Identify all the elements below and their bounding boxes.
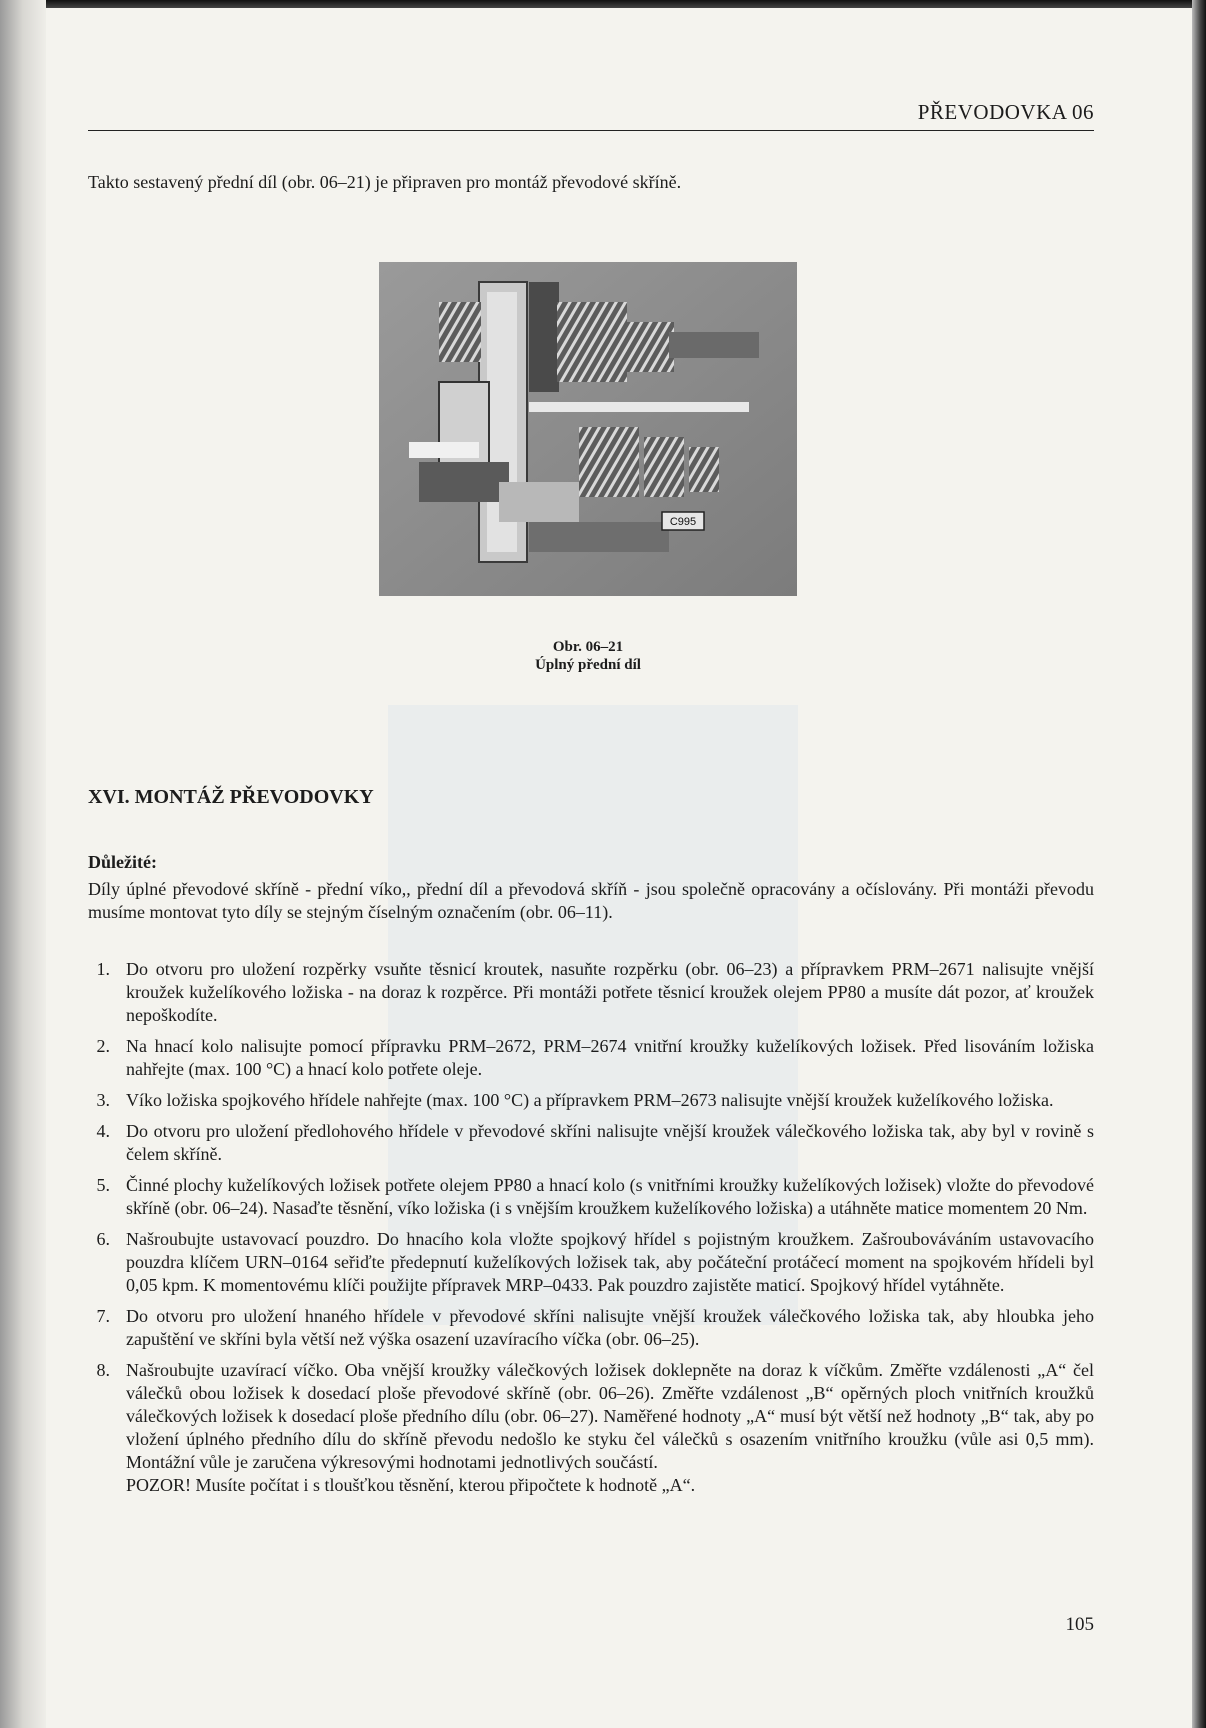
assembly-steps: [88, 958, 1094, 1505]
document-page: [88, 0, 1100, 1728]
step-text: Do otvoru pro uložení rozpěrky vsuňte těsnicí kroutek, nasuňte rozpěrku (obr. 06–23) a přípravkem PRM–2671 nalisujte vnější kroužek kuželíkového ložiska - na doraz k rozpěrce. Při montáži potřete těsnicí kroužek olejem PP80 a musíte dát pozor, ať kroužek nepoškodíte.: [126, 959, 1094, 1025]
figure-caption: [379, 638, 797, 674]
step-number: 8.: [96, 1360, 110, 1380]
figure-title: Úplný přední díl: [535, 657, 641, 673]
step-item: [88, 1359, 1094, 1497]
gearbox-photo: [379, 262, 797, 596]
gearbox-photo-image: [379, 262, 797, 596]
step-number: 5.: [96, 1175, 110, 1195]
step-number: 2.: [96, 1036, 110, 1056]
step-text: Na hnací kolo nalisujte pomocí přípravku PRM–2672, PRM–2674 vnitřní kroužky kuželíkových ložisek. Před lisováním ložiska nahřejte (max. 100 °C) a hnací kolo potřete oleje.: [126, 1036, 1094, 1079]
scan-edge-left: [0, 0, 46, 1728]
step-text: Našroubujte ustavovací pouzdro. Do hnacího kola vložte spojkový hřídel s pojistným kroužkem. Zašroubováváním ustavovacího pouzdra klíčem URN–0164 seřiďte předepnutí kuželíkových ložisek tak, aby počáteční protáčecí moment na spojkovém hřídeli byl 0,05 kpm. K momentovému klíči použijte přípravek MRP–0433. Pak pouzdro zajistěte maticí. Spojkový hřídel vytáhněte.: [126, 1229, 1094, 1295]
step-item: [88, 958, 1094, 1027]
important-text: Díly úplné převodové skříně - přední víko,, přední díl a převodová skříň - jsou společně opracovány a očíslovány. Při montáži převodu musíme montovat tyto díly se stejným číselným označením (obr. 06–11).: [88, 879, 1094, 922]
intro-sentence: Takto sestavený přední díl (obr. 06–21) je připraven pro montáž převodové skříně.: [88, 172, 682, 192]
step-text: Víko ložiska spojkového hřídele nahřejte (max. 100 °C) a přípravkem PRM–2673 nalisujte vnější kroužek kuželíkového ložiska.: [126, 1090, 1054, 1110]
step-text: Do otvoru pro uložení předlohového hřídele v převodové skříni nalisujte vnější kroužek válečkového ložiska tak, aby byl v rovině s čelem skříně.: [126, 1121, 1094, 1164]
step-number: 1.: [96, 959, 110, 979]
step-item: [88, 1089, 1094, 1112]
photo-label: C995: [669, 516, 697, 528]
step-text: Do otvoru pro uložení hnaného hřídele v převodové skříni nalisujte vnější kroužek válečkového ložiska tak, aby hloubka jeho zapuštění ve skříni byla větší než výška osazení uzavíracího víčka (obr. 06–25).: [126, 1306, 1094, 1349]
step-item: [88, 1305, 1094, 1351]
section-title: XVI. MONTÁŽ PŘEVODOVKY: [88, 786, 374, 808]
page-number: 105: [1065, 1614, 1094, 1635]
step-number: 7.: [96, 1306, 110, 1326]
step-item: [88, 1120, 1094, 1166]
running-header: [88, 96, 1094, 131]
step-item: [88, 1174, 1094, 1220]
step-text: Činné plochy kuželíkových ložisek potřete olejem PP80 a hnací kolo (s vnitřními kroužky kuželíkových ložisek) vložte do převodové skříně (obr. 06–24). Nasaďte těsnění, víko ložiska (i s vnějším kroužkem kuželíkového ložiska) a utáhněte matice momentem 20 Nm.: [126, 1175, 1094, 1218]
header-title: PŘEVODOVKA 06: [917, 100, 1094, 124]
warning-note: POZOR! Musíte počítat i s tloušťkou těsnění, kterou připočtete k hodnotě „A“.: [126, 1475, 696, 1495]
figure-photo: [379, 262, 797, 596]
step-number: 6.: [96, 1229, 110, 1249]
step-number: 3.: [96, 1090, 110, 1110]
step-item: [88, 1035, 1094, 1081]
step-number: 4.: [96, 1121, 110, 1141]
important-label: Důležité:: [88, 852, 157, 872]
step-item: [88, 1228, 1094, 1297]
figure-number: Obr. 06–21: [552, 639, 624, 655]
scan-edge-right: [1192, 0, 1206, 1728]
step-text: Našroubujte uzavírací víčko. Oba vnější kroužky válečkových ložisek doklepněte na doraz k víčkům. Změřte vzdálenosti „A“ čel válečků obou ložisek k dosedací ploše převodové skříně (obr. 06–26). Změřte vzdálenost „B“ opěrných ploch vnitřních kroužků válečkových ložisek k dosedací ploše předního dílu (obr. 06–27). Naměřené hodnoty „A“ musí být větší než hodnoty „B“ tak, aby po vložení úplného předního dílu do skříně převodu nedošlo ke styku čel válečků s osazením vnitřního kroužku (vůle asi 0,5 mm). Montážní vůle je zaručena výkresovými hodnotami jednotlivých součástí.: [126, 1360, 1094, 1472]
